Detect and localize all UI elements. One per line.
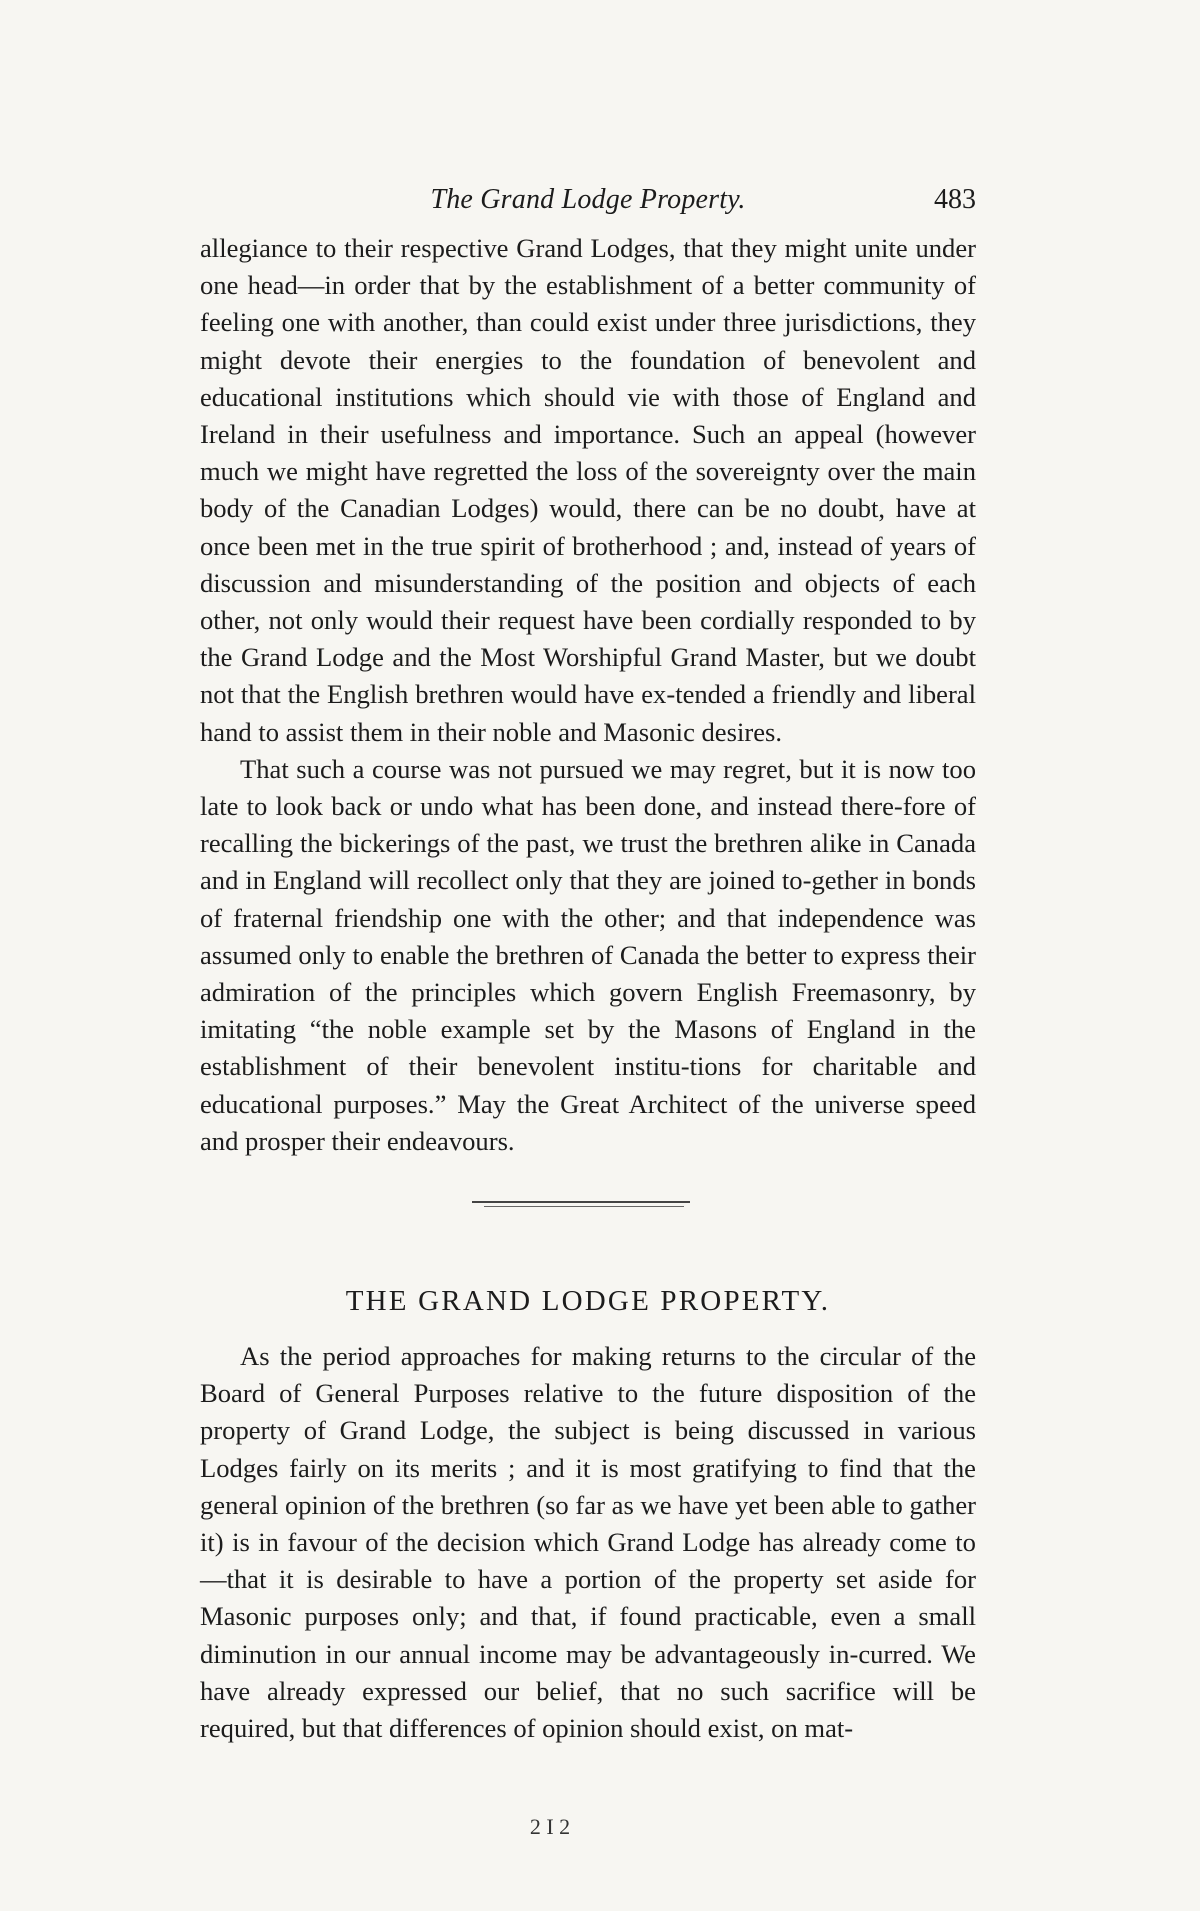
text-line: Master, but we doubt not that the English brethren would have ex- — [200, 642, 976, 710]
text-line: they might devote their energies to the foundation of benevolent and — [200, 307, 976, 375]
text-line: main body of the Canadian Lodges) would, there can be no doubt, — [200, 456, 976, 524]
text-line: in Canada and in England will recollect only that they are joined to- — [200, 828, 976, 896]
text-line: general opinion of the brethren (so far as we have yet been able to — [200, 1489, 910, 1520]
text-line: have at once been met in the true spirit of brotherhood ; and, instead — [200, 493, 976, 561]
text-line: gather it) is in favour of the decision which Grand Lodge has already — [200, 1489, 976, 1558]
divider-line — [484, 1206, 684, 1207]
text-line: responded to by the Grand Lodge and the Most Worshipful Grand — [200, 605, 976, 673]
paragraph — [200, 230, 976, 751]
text-line: Masonic desires. — [603, 716, 783, 747]
text-line: allegiance to their respective Grand Lodges, that they might unite under — [200, 233, 976, 263]
text-line: Lodges fairly on its merits ; and it is most gratifying to find that the — [200, 1452, 976, 1483]
text-line: independence was assumed only to enable the brethren of Canada the — [200, 902, 976, 970]
article-continuation — [200, 230, 976, 1160]
text-line: Ireland in their usefulness and importance. Such an appeal (however — [200, 419, 976, 450]
running-head — [200, 184, 976, 218]
text-line: aside for Masonic purposes only; and that, if found practicable, even a — [200, 1564, 976, 1632]
text-line: of each other, not only would their request have been cordially — [200, 567, 976, 636]
text-line: Architect of the universe speed and prosper their endeavours. — [200, 1088, 976, 1156]
text-line: As the period approaches for making returns to the circular of the — [240, 1341, 976, 1371]
text-line: come to—that it is desirable to have a portion of the property set — [200, 1527, 976, 1595]
text-line: fore of recalling the bickerings of the past, we trust the brethren alike — [200, 791, 976, 859]
paragraph — [200, 751, 976, 1160]
paragraph — [200, 1338, 976, 1747]
text-line: English Freemasonry, by imitating “the noble example set by the — [200, 977, 976, 1045]
text-line: That such a course was not pursued we may regret, but it is now — [240, 753, 943, 784]
text-line: property of Grand Lodge, the subject is being discussed in various — [200, 1415, 976, 1446]
text-line: one head—in order that by the establishment of a better community of — [200, 270, 976, 301]
text-line: Board of General Purposes relative to the future disposition of the — [200, 1378, 976, 1409]
page-number: 483 — [934, 184, 976, 215]
text-line: much we might have regretted the loss of the sovereignty over the — [200, 456, 923, 487]
running-title: The Grand Lodge Property. — [430, 184, 746, 215]
text-line: Masons of England in the establishment of their benevolent institu- — [200, 1014, 976, 1082]
article-body — [200, 1338, 976, 1747]
section-divider — [472, 1201, 690, 1208]
text-line: tions for charitable and educational purposes.” May the Great — [200, 1051, 976, 1119]
text-line: better to express their admiration of the principles which govern — [200, 939, 976, 1008]
divider-line — [472, 1201, 690, 1203]
text-line: gether in bonds of fraternal friendship one with the other; and that — [200, 865, 977, 933]
text-line: curred. We have already expressed our belief, that no such sacrifice — [200, 1638, 976, 1706]
text-line: educational institutions which should vie with those of England and — [200, 381, 976, 412]
text-line: tended a friendly and liberal hand to assist them in their noble and — [200, 679, 977, 747]
signature-mark: 2 I 2 — [529, 1814, 571, 1839]
text-line: too late to look back or undo what has been done, and instead there- — [200, 753, 976, 822]
text-line: feeling one with another, than could exist under three jurisdictions, — [200, 307, 931, 338]
text-line: small diminution in our annual income may be advantageously in- — [200, 1601, 976, 1669]
text-line: of years of discussion and misunderstanding of the position and objects — [200, 530, 976, 598]
section-title: THE GRAND LODGE PROPERTY. — [345, 1285, 831, 1317]
text-line: will be required, but that differences of opinion should exist, on mat- — [200, 1675, 976, 1744]
